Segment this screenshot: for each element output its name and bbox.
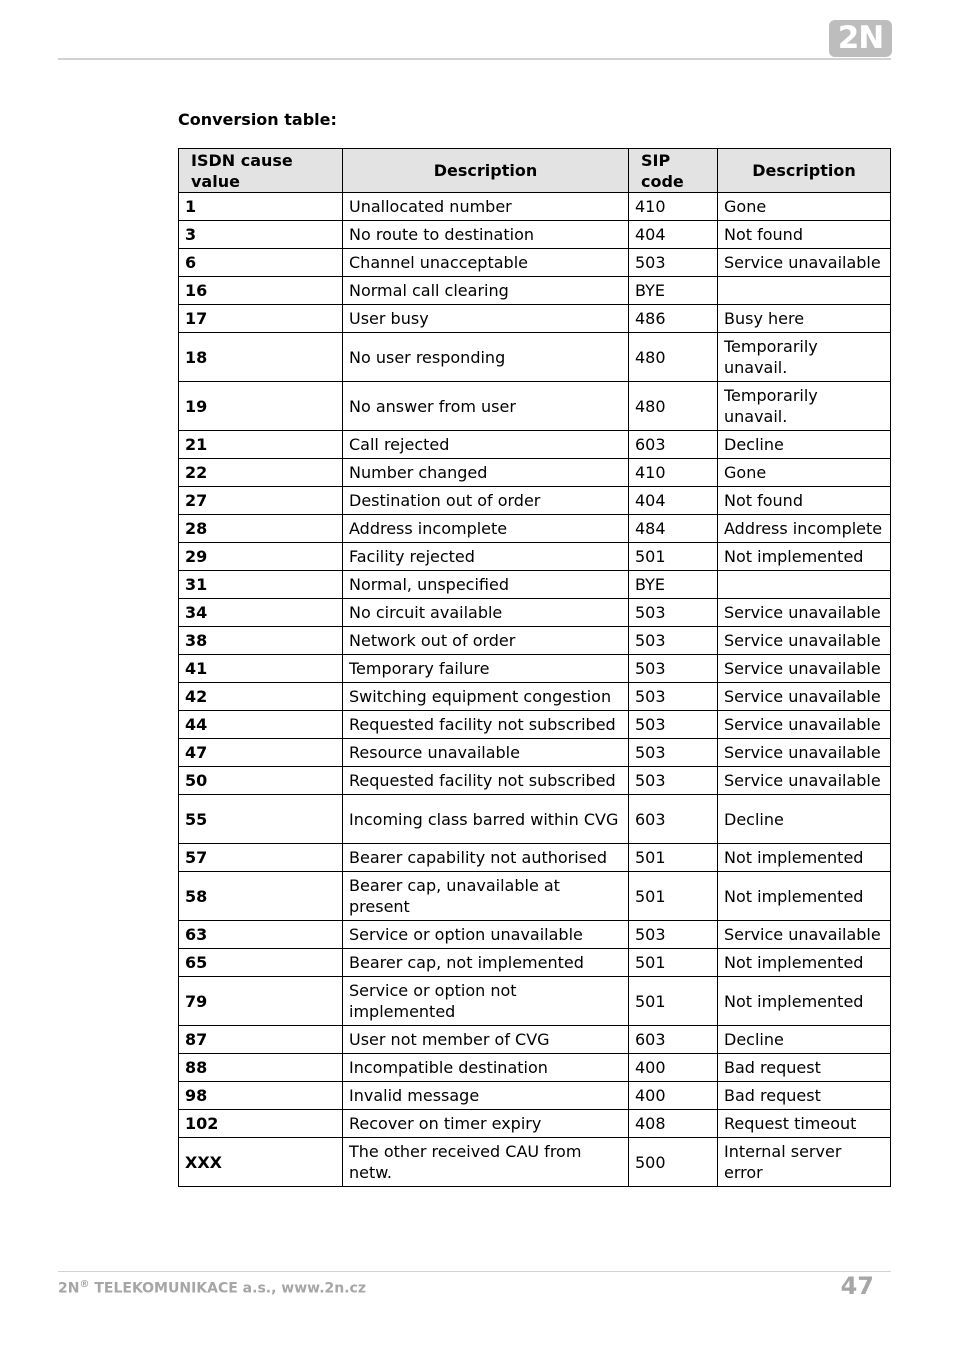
description-cell: Address incomplete [343,515,629,543]
table-row [179,543,891,571]
footer-company [58,1279,366,1297]
isdn-cell: 47 [179,739,343,767]
table-row [179,221,891,249]
description-cell: Requested facility not subscribed [343,711,629,739]
table-row [179,711,891,739]
isdn-cell: 58 [179,872,343,921]
table-row [179,977,891,1026]
sip-code-cell: 501 [629,844,718,872]
table-row [179,277,891,305]
isdn-cell: 102 [179,1110,343,1138]
isdn-cell: 42 [179,683,343,711]
isdn-cell: 79 [179,977,343,1026]
sip-code-cell: 410 [629,459,718,487]
sip-code-cell: 603 [629,431,718,459]
isdn-cell: 44 [179,711,343,739]
isdn-cell: 27 [179,487,343,515]
sip-code-cell: 503 [629,767,718,795]
sip-description-cell: Not found [718,487,891,515]
sip-description-cell: Service unavailable [718,711,891,739]
sip-code-cell: 503 [629,711,718,739]
description-cell: Bearer capability not authorised [343,844,629,872]
sip-code-cell: 410 [629,193,718,221]
isdn-cell: 22 [179,459,343,487]
sip-code-cell: 500 [629,1138,718,1187]
sip-description-cell: Service unavailable [718,599,891,627]
footer-company-rest: TELEKOMUNIKACE a.s., www.2n.cz [89,1280,366,1297]
table-row [179,767,891,795]
description-cell: Resource unavailable [343,739,629,767]
description-cell: User not member of CVG [343,1026,629,1054]
table-row [179,305,891,333]
table-row [179,249,891,277]
isdn-cell: 98 [179,1082,343,1110]
sip-description-cell: Not implemented [718,543,891,571]
sip-description-cell: Not implemented [718,977,891,1026]
sip-description-cell: Busy here [718,305,891,333]
header-sip-code: SIP code [629,149,718,193]
sip-description-cell [718,277,891,305]
sip-code-cell: 503 [629,627,718,655]
isdn-cell: 31 [179,571,343,599]
sip-description-cell [718,571,891,599]
sip-description-cell: Gone [718,193,891,221]
sip-code-cell: 501 [629,543,718,571]
table-row [179,1110,891,1138]
isdn-cell: 29 [179,543,343,571]
table-row [179,844,891,872]
sip-code-cell: 503 [629,249,718,277]
footer-rule [58,1271,891,1272]
description-cell: Bearer cap, unavailable at present [343,872,629,921]
description-cell: Recover on timer expiry [343,1110,629,1138]
isdn-cell: 18 [179,333,343,382]
table-row [179,571,891,599]
table-row [179,1082,891,1110]
section-title: Conversion table: [178,110,337,129]
table-row [179,655,891,683]
description-cell: Requested facility not subscribed [343,767,629,795]
table-row [179,739,891,767]
page-number: 47 [840,1272,874,1300]
description-cell: Bearer cap, not implemented [343,949,629,977]
table-header-row [179,149,891,193]
table-row [179,1138,891,1187]
sip-code-cell: BYE [629,277,718,305]
table-row [179,921,891,949]
footer-company-prefix: 2N [58,1280,80,1297]
sip-code-cell: 404 [629,221,718,249]
sip-code-cell: 501 [629,949,718,977]
description-cell: Normal call clearing [343,277,629,305]
table-row [179,1054,891,1082]
isdn-cell: 16 [179,277,343,305]
isdn-cell: XXX [179,1138,343,1187]
sip-code-cell: 501 [629,872,718,921]
description-cell: No circuit available [343,599,629,627]
sip-description-cell: Service unavailable [718,739,891,767]
description-cell: Call rejected [343,431,629,459]
sip-description-cell: Decline [718,431,891,459]
table-body [179,193,891,1187]
description-cell: Facility rejected [343,543,629,571]
description-cell: Service or option not implemented [343,977,629,1026]
isdn-cell: 21 [179,431,343,459]
isdn-cell: 3 [179,221,343,249]
table-row [179,949,891,977]
sip-code-cell: 503 [629,921,718,949]
table-row [179,627,891,655]
isdn-cell: 19 [179,382,343,431]
table-row [179,382,891,431]
isdn-cell: 57 [179,844,343,872]
description-cell: Normal, unspecified [343,571,629,599]
sip-code-cell: 480 [629,333,718,382]
table-row [179,193,891,221]
description-cell: Switching equipment congestion [343,683,629,711]
table-row [179,599,891,627]
table-row [179,872,891,921]
sip-description-cell: Not implemented [718,949,891,977]
sip-code-cell: 480 [629,382,718,431]
header-isdn-cause-value: ISDN cause value [179,149,343,193]
sip-description-cell: Not implemented [718,872,891,921]
description-cell: Incompatible destination [343,1054,629,1082]
sip-code-cell: 503 [629,655,718,683]
sip-description-cell: Internal server error [718,1138,891,1187]
isdn-cell: 34 [179,599,343,627]
isdn-cell: 65 [179,949,343,977]
sip-code-cell: 503 [629,599,718,627]
table-row [179,1026,891,1054]
table-row [179,459,891,487]
sip-code-cell: 603 [629,795,718,844]
description-cell: No user responding [343,333,629,382]
description-cell: Invalid message [343,1082,629,1110]
description-cell: Network out of order [343,627,629,655]
sip-description-cell: Temporarily unavail. [718,333,891,382]
conversion-table [178,148,891,1187]
sip-description-cell: Temporarily unavail. [718,382,891,431]
sip-code-cell: 484 [629,515,718,543]
table-row [179,487,891,515]
sip-code-cell: 501 [629,977,718,1026]
sip-description-cell: Service unavailable [718,767,891,795]
sip-description-cell: Service unavailable [718,249,891,277]
table-row [179,431,891,459]
header-sip-description: Description [718,149,891,193]
sip-description-cell: Service unavailable [718,627,891,655]
header-description: Description [343,149,629,193]
isdn-cell: 63 [179,921,343,949]
2n-logo: 2N [829,20,892,57]
sip-code-cell: 503 [629,739,718,767]
description-cell: Temporary failure [343,655,629,683]
isdn-cell: 55 [179,795,343,844]
sip-code-cell: 400 [629,1082,718,1110]
sip-description-cell: Service unavailable [718,921,891,949]
sip-description-cell: Decline [718,1026,891,1054]
sip-code-cell: 404 [629,487,718,515]
table-row [179,683,891,711]
isdn-cell: 50 [179,767,343,795]
registered-mark: ® [79,1279,90,1290]
description-cell: Incoming class barred within CVG [343,795,629,844]
sip-code-cell: 503 [629,683,718,711]
description-cell: No route to destination [343,221,629,249]
description-cell: The other received CAU from netw. [343,1138,629,1187]
sip-description-cell: Not found [718,221,891,249]
header-rule [58,58,891,60]
sip-code-cell: 408 [629,1110,718,1138]
isdn-cell: 1 [179,193,343,221]
isdn-cell: 28 [179,515,343,543]
isdn-cell: 41 [179,655,343,683]
description-cell: Service or option unavailable [343,921,629,949]
sip-description-cell: Request timeout [718,1110,891,1138]
description-cell: Unallocated number [343,193,629,221]
sip-description-cell: Not implemented [718,844,891,872]
isdn-cell: 87 [179,1026,343,1054]
sip-code-cell: 603 [629,1026,718,1054]
sip-description-cell: Address incomplete [718,515,891,543]
description-cell: Channel unacceptable [343,249,629,277]
description-cell: Number changed [343,459,629,487]
description-cell: User busy [343,305,629,333]
isdn-cell: 17 [179,305,343,333]
description-cell: No answer from user [343,382,629,431]
sip-description-cell: Bad request [718,1082,891,1110]
table-row [179,515,891,543]
sip-code-cell: 400 [629,1054,718,1082]
description-cell: Destination out of order [343,487,629,515]
isdn-cell: 88 [179,1054,343,1082]
isdn-cell: 6 [179,249,343,277]
sip-description-cell: Bad request [718,1054,891,1082]
table-row [179,333,891,382]
sip-description-cell: Gone [718,459,891,487]
sip-code-cell: 486 [629,305,718,333]
table-row [179,795,891,844]
sip-description-cell: Service unavailable [718,655,891,683]
sip-code-cell: BYE [629,571,718,599]
sip-description-cell: Service unavailable [718,683,891,711]
sip-description-cell: Decline [718,795,891,844]
isdn-cell: 38 [179,627,343,655]
